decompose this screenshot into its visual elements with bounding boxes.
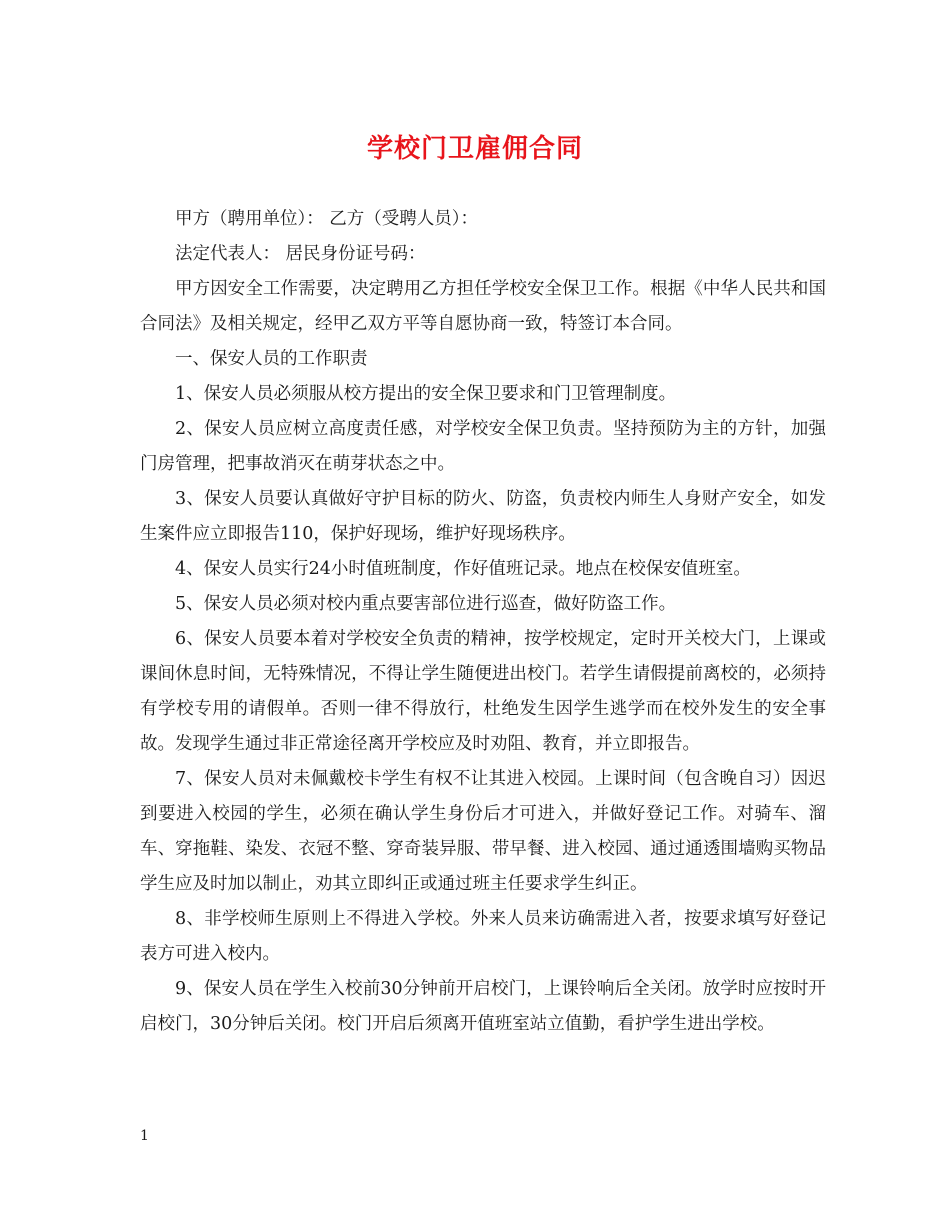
page-number: 1 — [140, 1128, 149, 1144]
clause-3: 3、保安人员要认真做好守护目标的防火、防盗，负责校内师生人身财产安全，如发生案件应立即报告110，保护好现场，维护好现场秩序。 — [140, 489, 826, 544]
paragraph-representative-line: 法定代表人： 居民身份证号码： — [175, 244, 426, 264]
paragraph-intro: 甲方因安全工作需要，决定聘用乙方担任学校安全保卫工作。根据《中华人民共和国合同法》及相关规定，经甲乙双方平等自愿协商一致，特签订本合同。 — [140, 279, 826, 334]
clause-5: 5、保安人员必须对校内重点要害部位进行巡查，做好防盗工作。 — [175, 594, 677, 614]
paragraph-party-line: 甲方（聘用单位）： 乙方（受聘人员）： — [175, 209, 479, 229]
clause-9: 9、保安人员在学生入校前30分钟前开启校门，上课铃响后全关闭。放学时应按时开启校门，30分钟后关闭。校门开启后须离开值班室站立值勤，看护学生进出学校。 — [140, 979, 826, 1034]
clause-1: 1、保安人员必须服从校方提出的安全保卫要求和门卫管理制度。 — [175, 384, 677, 404]
clause-8: 8、非学校师生原则上不得进入学校。外来人员来访确需进入者，按要求填写好登记表方可进入校内。 — [140, 909, 826, 964]
document-title: 学校门卫雇佣合同 — [366, 134, 583, 164]
clause-2: 2、保安人员应树立高度责任感，对学校安全保卫负责。坚持预防为主的方针，加强门房管理，把事故消灭在萌芽状态之中。 — [140, 419, 826, 474]
clause-7: 7、保安人员对未佩戴校卡学生有权不让其进入校园。上课时间（包含晚自习）因迟到要进入校园的学生，必须在确认学生身份后才可进入，并做好登记工作。对骑车、溜车、穿拖鞋、染发、衣冠不整、穿奇装异服、带早餐、进入校园、通过通透围墙购买物品学生应及时加以制止，劝其立即纠正或通过班主任要求学生纠正。 — [140, 769, 826, 894]
section-heading-duties: 一、保安人员的工作职责 — [175, 349, 368, 369]
document-body — [140, 202, 826, 1042]
clause-4: 4、保安人员实行24小时值班制度，作好值班记录。地点在校保安值班室。 — [175, 559, 751, 579]
clause-6: 6、保安人员要本着对学校安全负责的精神，按学校规定，定时开关校大门，上课或课间休息时间，无特殊情况，不得让学生随便进出校门。若学生请假提前离校的，必须持有学校专用的请假单。否则一律不得放行，杜绝发生因学生逃学而在校外发生的安全事故。发现学生通过非正常途径离开学校应及时劝阻、教育，并立即报告。 — [140, 629, 826, 754]
